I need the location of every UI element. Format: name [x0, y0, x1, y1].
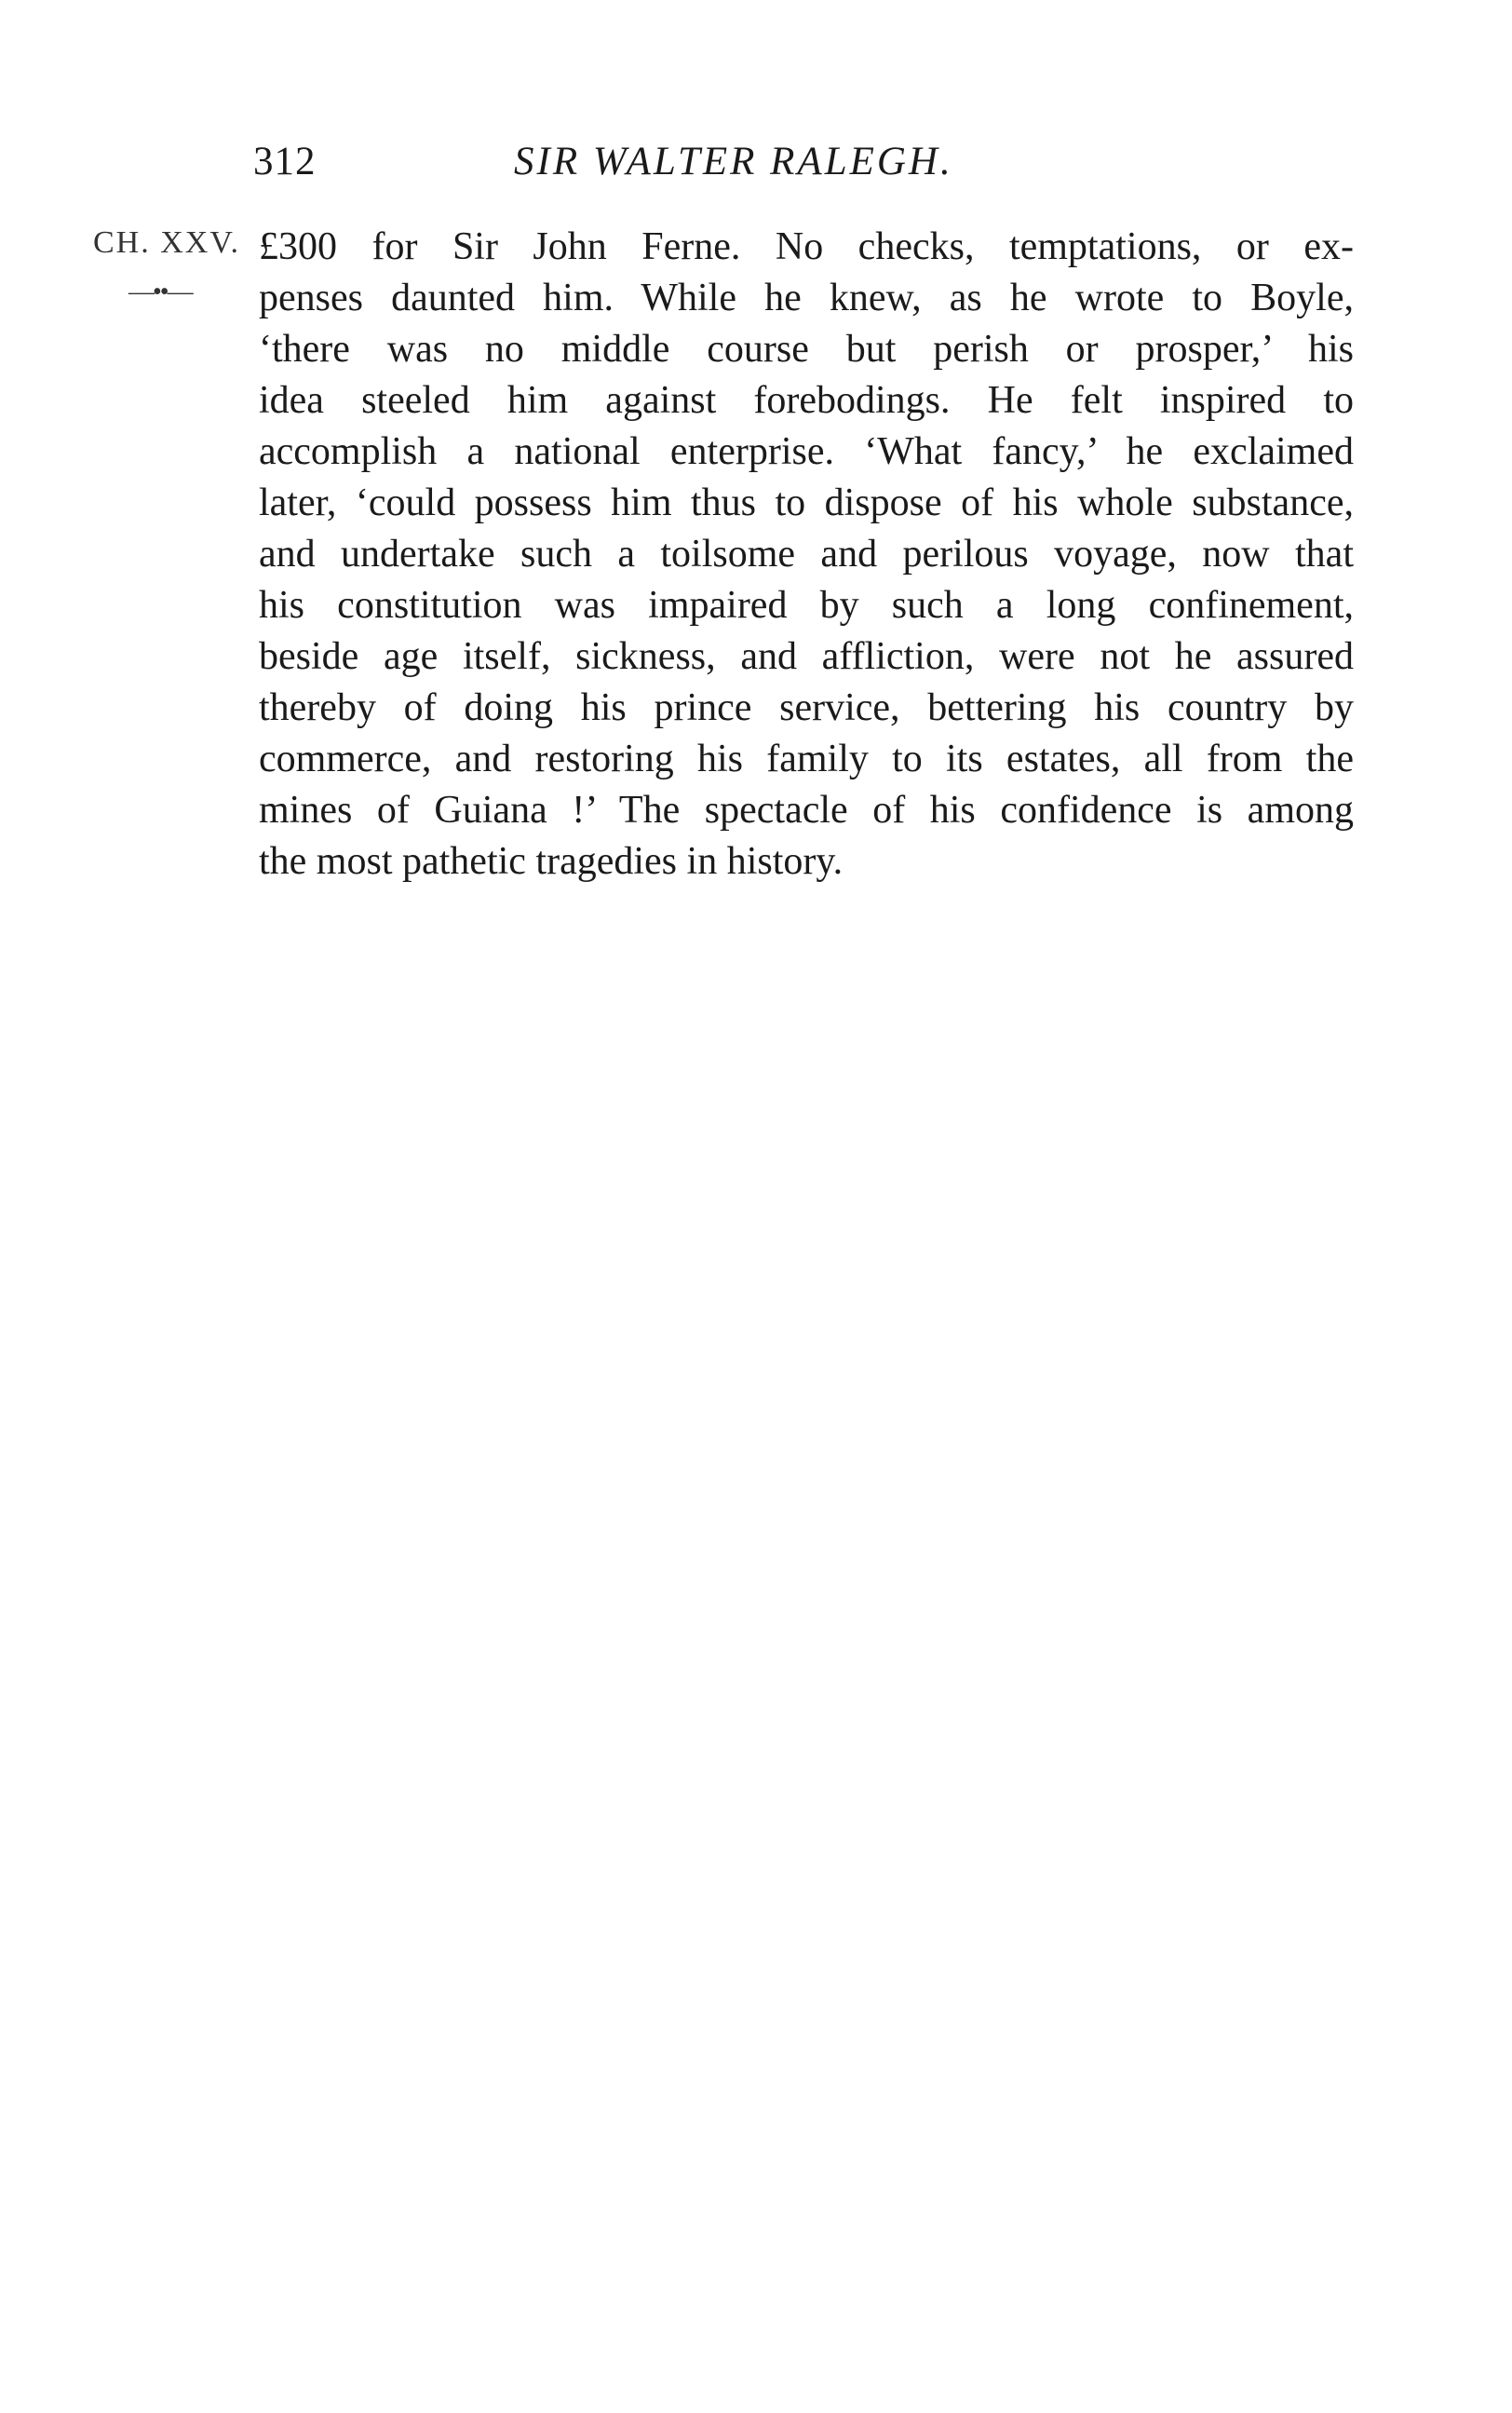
page-number: 312 — [253, 140, 317, 183]
text-line: mines of Guiana !’ The spectacle of his confidence is among — [259, 789, 1354, 832]
body-text — [259, 222, 1354, 888]
text-line: accomplish a national enterprise. ‘What fancy,’ he exclaimed — [259, 430, 1354, 473]
text-line: ‘there was no middle course but perish or prosper,’ his — [259, 328, 1354, 371]
text-line: the most pathetic tragedies in history. — [259, 840, 844, 883]
text-line: thereby of doing his prince service, bettering his country by — [259, 686, 1354, 729]
text-line: £300 for Sir John Ferne. No checks, temptations, or ex- — [259, 225, 1354, 268]
running-title: SIR WALTER RALEGH. — [514, 140, 953, 183]
chapter-marginal-note: CH. XXV. — [93, 225, 241, 260]
text-line: penses daunted him. While he knew, as he wrote to Boyle, — [259, 277, 1354, 319]
text-line: and undertake such a toilsome and perilous voyage, now that — [259, 533, 1354, 576]
text-line: beside age itself, sickness, and affliction, were not he assured — [259, 635, 1354, 678]
text-line: idea steeled him against forebodings. He felt inspired to — [259, 379, 1354, 422]
text-line: later, ‘could possess him thus to dispose of his whole substance, — [259, 481, 1354, 524]
ornament-icon: —••— — [128, 278, 192, 306]
text-line: his constitution was impaired by such a long confinement, — [259, 584, 1354, 627]
text-line: commerce, and restoring his family to its estates, all from the — [259, 738, 1354, 780]
